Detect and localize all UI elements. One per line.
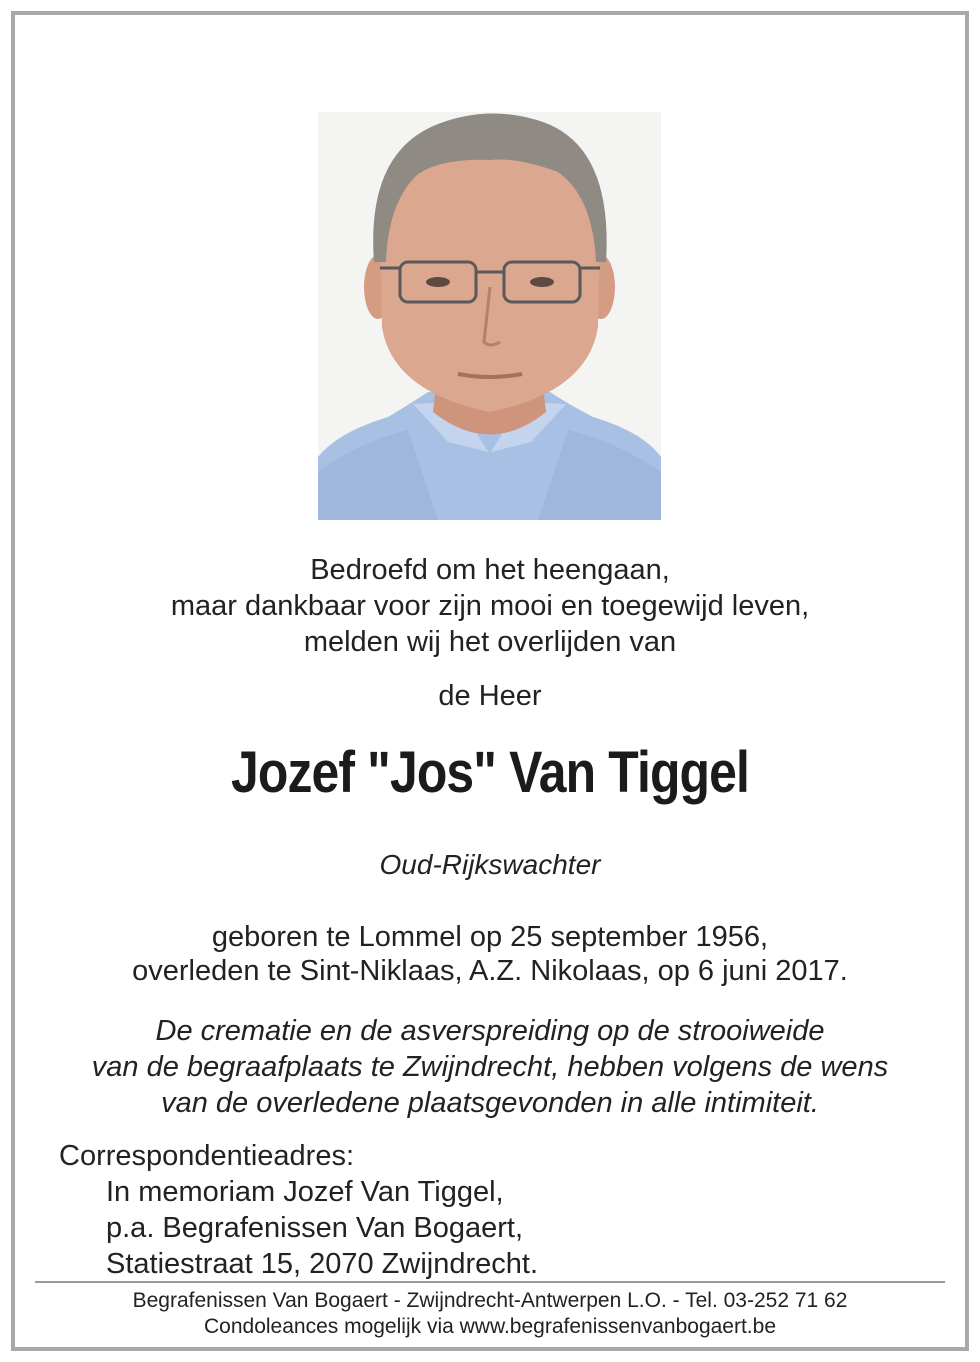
life-dates	[0, 920, 980, 988]
correspondence-address	[59, 1138, 538, 1282]
portrait-photo	[318, 112, 661, 520]
profession: Oud-Rijkswachter	[379, 849, 601, 880]
intro-line: maar dankbaar voor zijn mooi en toegewijd leven,	[170, 590, 810, 622]
deceased-name: Jozef "Jos" Van Tiggel	[230, 740, 750, 805]
intro-line: Bedroefd om het heengaan,	[310, 554, 670, 586]
footer-condolences-link[interactable]: Condoleances mogelijk via www.begrafenissenvanbogaert.be	[203, 1315, 776, 1338]
ceremony-text	[0, 1013, 980, 1121]
birth-line: geboren te Lommel op 25 september 1956,	[211, 921, 769, 953]
ceremony-line: van de overledene plaatsgevonden in alle intimiteit.	[161, 1087, 819, 1119]
footer-company: Begrafenissen Van Bogaert - Zwijndrecht-Antwerpen L.O. - Tel. 03-252 71 62	[132, 1289, 848, 1312]
address-line: In memoriam Jozef Van Tiggel,	[106, 1176, 504, 1208]
honorific: de Heer	[438, 680, 542, 712]
ceremony-line: De crematie en de asverspreiding op de strooiweide	[155, 1015, 825, 1047]
intro-text	[0, 552, 980, 660]
footer	[0, 1288, 980, 1340]
footer-divider	[35, 1281, 945, 1283]
address-line: p.a. Begrafenissen Van Bogaert,	[106, 1212, 524, 1244]
intro-line: melden wij het overlijden van	[303, 626, 677, 658]
ceremony-line: van de begraafplaats te Zwijndrecht, hebben volgens de wens	[91, 1051, 889, 1083]
address-line: Statiestraat 15, 2070 Zwijndrecht.	[106, 1248, 539, 1280]
correspondence-heading: Correspondentieadres:	[59, 1140, 355, 1172]
portrait-icon	[318, 112, 661, 520]
death-line: overleden te Sint-Niklaas, A.Z. Nikolaas, op 6 juni 2017.	[132, 955, 848, 987]
